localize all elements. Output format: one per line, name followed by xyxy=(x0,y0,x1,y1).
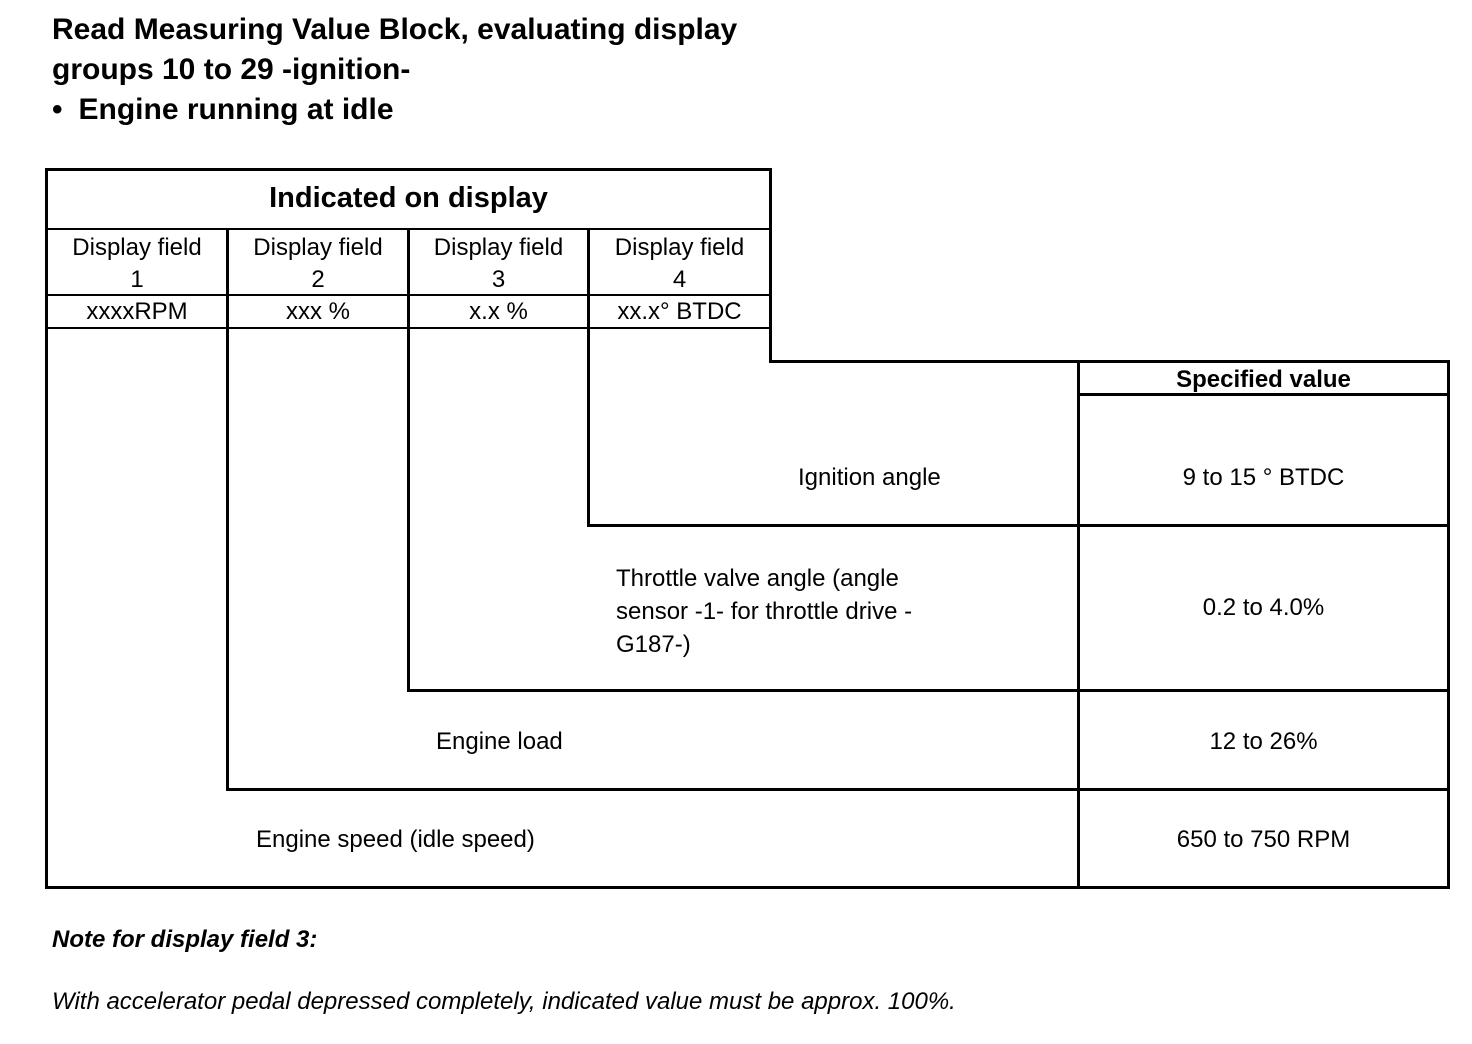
engine-speed-label: Engine speed (idle speed) xyxy=(256,826,535,853)
title-line-2: groups 10 to 29 -ignition- xyxy=(52,53,411,86)
note-text: With accelerator pedal depressed completely, indicated value must be approx. 100%. xyxy=(52,988,956,1015)
engine-load-spec: 12 to 26% xyxy=(1209,728,1318,755)
field-3-value: x.x % xyxy=(469,298,528,325)
throttle-angle-spec: 0.2 to 4.0% xyxy=(1202,594,1325,621)
engine-load-label: Engine load xyxy=(436,728,563,755)
specified-header: Specified value xyxy=(1176,366,1351,393)
engine-speed-spec: 650 to 750 RPM xyxy=(1176,826,1351,853)
bullet-text: Engine running at idle xyxy=(78,93,394,126)
bullet-item xyxy=(52,90,394,130)
ignition-angle-spec: 9 to 15 ° BTDC xyxy=(1182,464,1345,491)
ignition-angle-label: Ignition angle xyxy=(798,464,941,491)
title-line-1: Read Measuring Value Block, evaluating display xyxy=(52,13,738,46)
note-title: Note for display field 3: xyxy=(52,926,318,953)
field-2-header: Display field 2 xyxy=(253,234,383,293)
throttle-angle-label: Throttle valve angle (angle sensor -1- for throttle drive - G187-) xyxy=(616,565,913,658)
field-4-value: xx.x° BTDC xyxy=(617,298,742,325)
field-1-value: xxxxRPM xyxy=(86,298,188,325)
bullet-marker: • xyxy=(52,93,63,126)
field-3-header: Display field 3 xyxy=(433,234,564,293)
indicated-header: Indicated on display xyxy=(269,182,548,214)
field-1-header: Display field 1 xyxy=(72,234,202,293)
field-4-header: Display field 4 xyxy=(614,234,745,293)
field-2-value: xxx % xyxy=(285,298,350,325)
